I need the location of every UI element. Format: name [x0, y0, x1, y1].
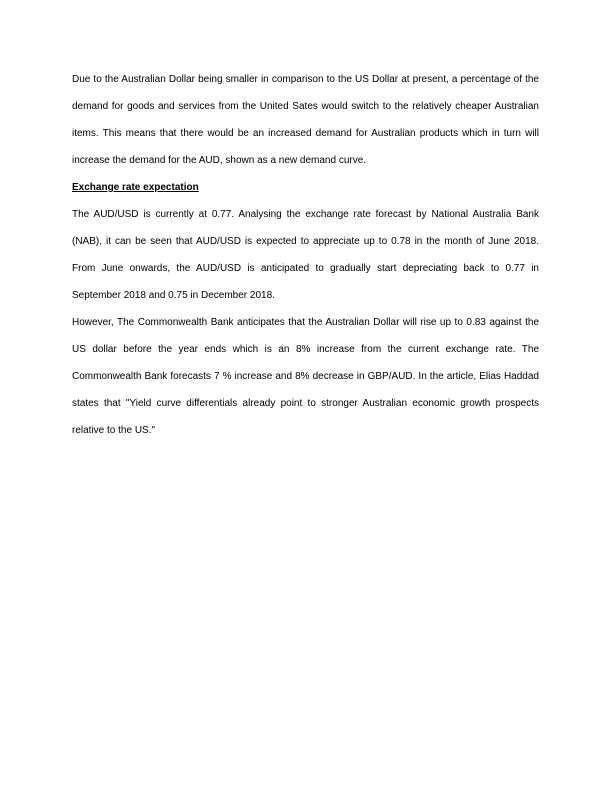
- paragraph-nab-forecast: The AUD/USD is currently at 0.77. Analysing the exchange rate forecast by National Australia Bank (NAB), it can be seen that AUD/USD is expected to appreciate up to 0.78 in the month of June 2018. From June onwards, the AUD/USD is anticipated to gradually start depreciating back to 0.77 in September 2018 and 0.75 in December 2018.: [72, 209, 539, 301]
- document-body: [72, 66, 539, 444]
- paragraph-aud-demand: Due to the Australian Dollar being smaller in comparison to the US Dollar at present, a percentage of the demand for goods and services from the United Sates would switch to the relatively cheaper Australian items. This means that there would be an increased demand for Australian products which in turn will increase the demand for the AUD, shown as a new demand curve.: [72, 74, 539, 166]
- section-heading: Exchange rate expectation: [72, 182, 199, 193]
- paragraph-commonwealth-forecast: However, The Commonwealth Bank anticipates that the Australian Dollar will rise up to 0.83 against the US dollar before the year ends which is an 8% increase from the current exchange rate. The Commonwealth Bank forecasts 7 % increase and 8% decrease in GBP/AUD. In the article, Elias Haddad states that "Yield curve differentials already point to stronger Australian economic growth prospects relative to the US.": [72, 317, 539, 436]
